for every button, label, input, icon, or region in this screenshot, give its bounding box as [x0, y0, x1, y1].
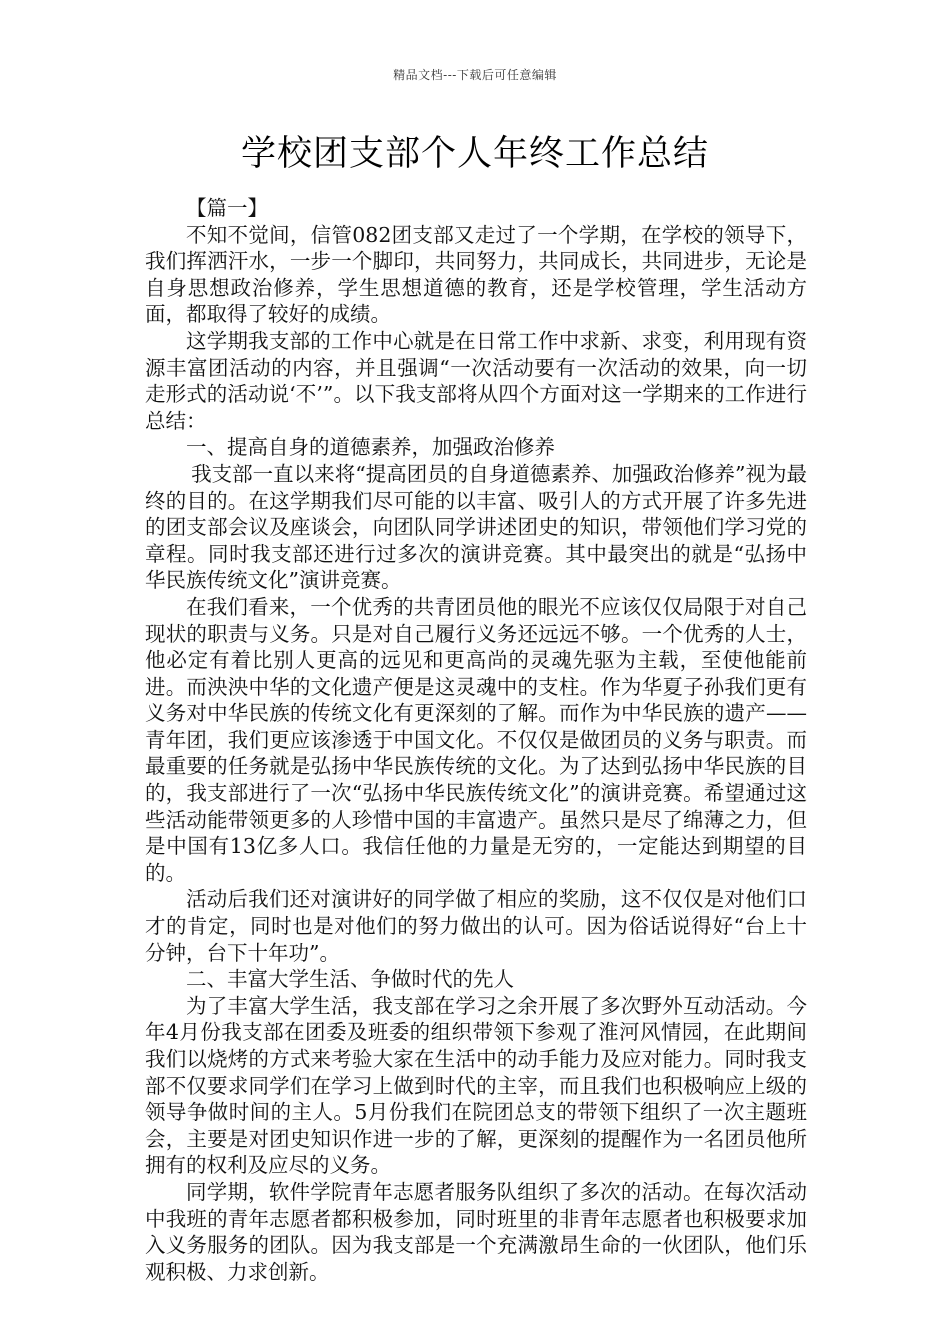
section-heading-1: 一、提高自身的道德素养，加强政治修养: [186, 435, 555, 460]
page-header-watermark: 精品文档---下载后可任意编辑: [393, 68, 557, 82]
paragraph-intro: 不知不觉间，信管082团支部又走过了一个学期，在学校的领导下，我们挥洒汗水，一步一个脚印，共同努力，共同成长，共同进步，无论是自身思想政治修养，学生思想道德的教育，还是学校管理，学生活动方面，都取得了较好的成绩。: [145, 222, 807, 327]
paragraph-focus: 这学期我支部的工作中心就是在日常工作中求新、求变，利用现有资源丰富团活动的内容，并且强调“一次活动要有一次活动的效果，向一切走形式的活动说‘不’”。以下我支部将从四个方面对这一学期来的工作进行总结：: [145, 328, 807, 433]
paragraph-award: 活动后我们还对演讲好的同学做了相应的奖励，这不仅仅是对他们口才的肯定，同时也是对他们的努力做出的认可。因为俗话说得好“台上十分钟，台下十年功”。: [145, 887, 807, 965]
paragraph-culture: 在我们看来，一个优秀的共青团员他的眼光不应该仅仅局限于对自己现状的职责与义务。只是对自己履行义务还远远不够。一个优秀的人士，他必定有着比别人更高的远见和更高尚的灵魂先驱为主载，至使他能前进。而泱泱中华的文化遗产便是这灵魂中的支柱。作为华夏子孙我们更有义务对中华民族的传统文化有更深刻的了解。而作为中华民族的遗产——青年团，我们更应该渗透于中国文化。不仅仅是做团员的义务与职责。而最重要的任务就是弘扬中华民族传统的文化。为了达到弘扬中华民族的目的，我支部进行了一次“弘扬中华民族传统文化”的演讲竞赛。希望通过这些活动能带领更多的人珍惜中国的丰富遗产。虽然只是尽了绵薄之力，但是中国有13亿多人口。我信任他的力量是无穷的，一定能达到期望的目的。: [145, 594, 807, 885]
paragraph-activities: 为了丰富大学生活，我支部在学习之余开展了多次野外互动活动。今年4月份我支部在团委及班委的组织带领下参观了淮河风情园，在此期间我们以烧烤的方式来考验大家在生活中的动手能力及应对能力。同时我支部不仅要求同学们在学习上做到时代的主宰，而且我们也积极响应上级的领导争做时间的主人。5月份我们在院团总支的带领下组织了一次主题班会，主要是对团史知识作进一步的了解，更深刻的提醒作为一名团员他所拥有的权利及应尽的义务。: [145, 993, 807, 1178]
document-title: 学校团支部个人年终工作总结: [240, 134, 709, 174]
section-label: 【篇一】: [186, 196, 268, 220]
paragraph-volunteers: 同学期，软件学院青年志愿者服务队组织了多次的活动。在每次活动中我班的青年志愿者都积极参加，同时班里的非青年志愿者也积极要求加入义务服务的团队。因为我支部是一个充满激昂生命的一伙团队，他们乐观积极、力求创新。: [145, 1179, 807, 1284]
paragraph-moral: 我支部一直以来将“提高团员的自身道德素养、加强政治修养”视为最终的目的。在这学期我们尽可能的以丰富、吸引人的方式开展了许多先进的团支部会议及座谈会，向团队同学讲述团史的知识，带领他们学习党的章程。同时我支部还进行过多次的演讲竞赛。其中最突出的就是“弘扬中华民族传统文化”演讲竞赛。: [145, 461, 807, 593]
document-body: [145, 195, 807, 1285]
section-heading-2: 二、丰富大学生活、争做时代的先人: [186, 967, 514, 992]
